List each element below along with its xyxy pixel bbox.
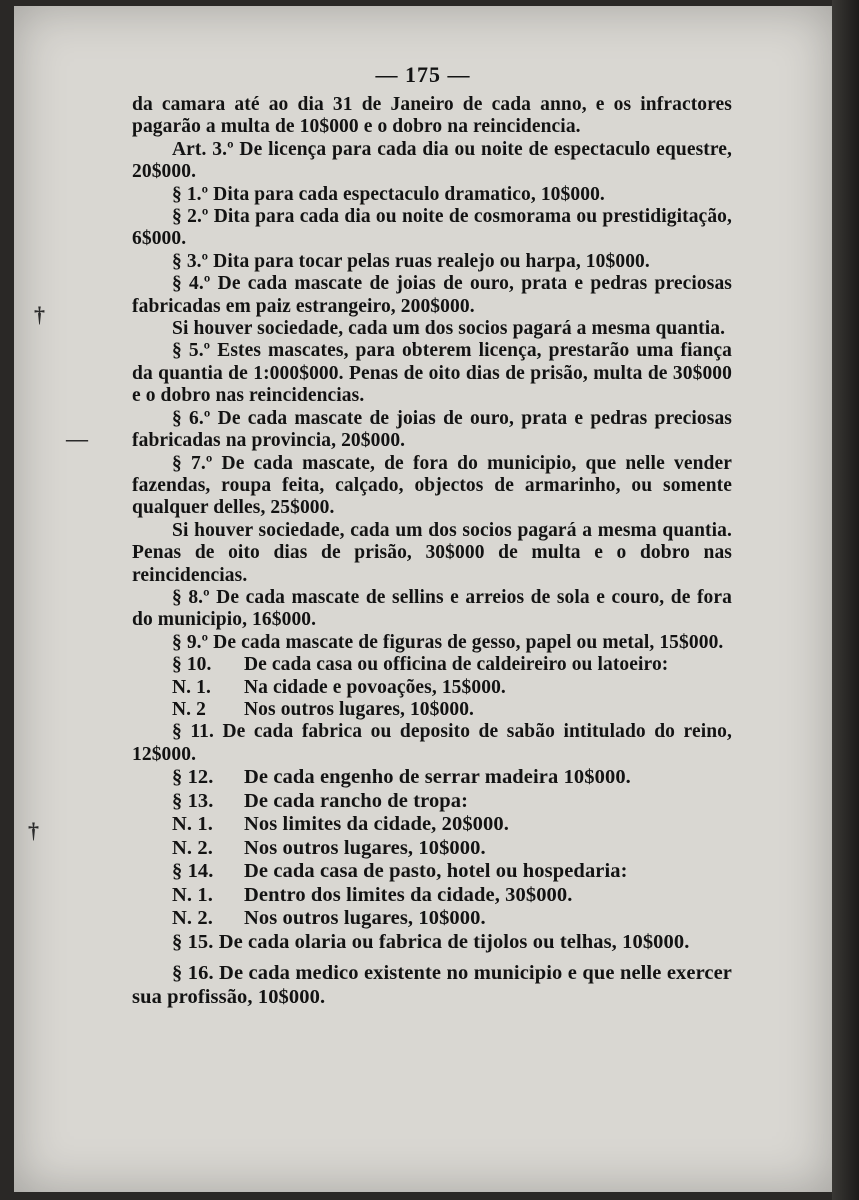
paragraph: § 3.º Dita para tocar pelas ruas realejo ou harpa, 10$000. bbox=[172, 250, 650, 272]
margin-mark: † bbox=[34, 302, 45, 327]
paragraph: § 4.º De cada mascate de joias de ouro, prata e pedras preciosas fabricadas em paiz estrangeiro, 200$000. bbox=[132, 273, 732, 317]
paragraph: § 5.º Estes mascates, para obterem licença, prestarão uma fiança da quantia de 1:000$000. Penas de oito dias de prisão, multa de 30$000 e o dobro nas reincidencias. bbox=[132, 340, 732, 407]
section-text: Na cidade e povoações, 15$000. bbox=[244, 676, 506, 698]
section-label: § 14. bbox=[172, 860, 214, 883]
section-text: Nos outros lugares, 10$000. bbox=[244, 698, 475, 720]
section-label: § 10. bbox=[172, 654, 212, 676]
section-row bbox=[132, 677, 732, 699]
paragraph: da camara até ao dia 31 de Janeiro de cada anno, e os infractores pagarão a multa de 10$000 e o dobro na reincidencia. bbox=[132, 94, 732, 138]
section-row bbox=[132, 699, 732, 721]
section-row bbox=[132, 813, 732, 837]
section-text: Nos outros lugares, 10$000. bbox=[244, 836, 486, 859]
paragraph: § 9.º De cada mascate de figuras de gesso, papel ou metal, 15$000. bbox=[172, 631, 724, 653]
section-row bbox=[132, 790, 732, 814]
section-group bbox=[132, 766, 732, 1009]
section-label: N. 2 bbox=[172, 698, 206, 720]
section-text: Nos outros lugares, 10$000. bbox=[244, 907, 486, 930]
section-label: N. 2. bbox=[172, 907, 213, 930]
paragraph: § 16. De cada medico existente no municipio e que nelle exercer sua profissão, 10$000. bbox=[132, 962, 732, 1008]
book-page bbox=[14, 6, 832, 1192]
paragraph: § 15. De cada olaria ou fabrica de tijolos ou telhas, 10$000. bbox=[172, 930, 690, 953]
margin-mark: † bbox=[28, 818, 39, 843]
paragraph: Si houver sociedade, cada um dos socios pagará a mesma quantia. bbox=[172, 318, 726, 340]
page-text bbox=[132, 94, 732, 1009]
page-number: — 175 — bbox=[375, 62, 471, 87]
section-label: N. 1. bbox=[172, 813, 213, 836]
paragraph: Art. 3.º De licença para cada dia ou noite de espectaculo equestre, 20$000. bbox=[132, 138, 732, 183]
section-row bbox=[132, 837, 732, 861]
section-text: De cada rancho de tropa: bbox=[244, 789, 469, 812]
section-text: Dentro dos limites da cidade, 30$000. bbox=[244, 883, 573, 906]
section-label: § 13. bbox=[172, 789, 214, 812]
book-edge bbox=[832, 0, 859, 1200]
paragraph: § 8.º De cada mascate de sellins e arreios de sola e couro, de fora do municipio, 16$000. bbox=[132, 586, 732, 631]
paragraph: § 11. De cada fabrica ou deposito de sabão intitulado do reino, 12$000. bbox=[132, 721, 732, 765]
paragraph: Si houver sociedade, cada um dos socios pagará a mesma quantia. Penas de oito dias de prisão, 30$000 de multa e o dobro nas reincidencias. bbox=[132, 519, 732, 586]
section-text: De cada casa ou officina de caldeireiro ou latoeiro: bbox=[244, 654, 669, 676]
paragraph: § 2.º Dita para cada dia ou noite de cosmorama ou prestidigitação, 6$000. bbox=[132, 206, 732, 250]
section-row bbox=[132, 654, 732, 676]
section-label: § 12. bbox=[172, 766, 214, 789]
section-row bbox=[132, 766, 732, 790]
paragraph: § 1.º Dita para cada espectaculo dramatico, 10$000. bbox=[172, 183, 605, 205]
section-label: N. 1. bbox=[172, 676, 211, 698]
section-text: De cada casa de pasto, hotel ou hospedaria: bbox=[244, 860, 628, 883]
paragraph: § 7.º De cada mascate, de fora do municipio, que nelle vender fazendas, roupa feita, calçado, objectos de armarinho, ou somente qualquer delles, 25$000. bbox=[132, 452, 732, 519]
section-text: De cada engenho de serrar madeira 10$000. bbox=[244, 766, 631, 789]
section-row bbox=[132, 907, 732, 931]
section-row bbox=[132, 860, 732, 884]
section-row bbox=[132, 884, 732, 908]
paragraph: § 6.º De cada mascate de joias de ouro, prata e pedras preciosas fabricadas na provincia, 20$000. bbox=[132, 407, 732, 452]
section-label: N. 2. bbox=[172, 836, 213, 859]
margin-mark: — bbox=[66, 426, 88, 451]
section-label: N. 1. bbox=[172, 883, 213, 906]
section-text: Nos limites da cidade, 20$000. bbox=[244, 813, 509, 836]
